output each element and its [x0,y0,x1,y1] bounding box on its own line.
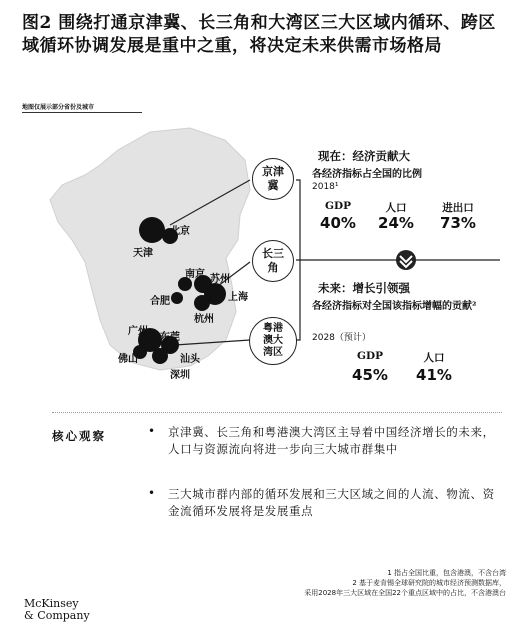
region-circle-csj: 长三 角 [252,240,294,282]
dot-shenzhen [152,348,168,364]
now-metric-label: GDP [325,200,351,212]
future-heading: 未来：增长引领强 [318,281,410,295]
future-year: 2028（预计） [312,333,371,343]
city-label-foshan: 佛山 [118,354,138,365]
footnote: 2 基于麦肯锡全球研究院的城市经济预测数据库， [352,579,506,587]
city-label-guangzhou: 广州 [128,326,148,337]
now-metric-value: 40% [320,214,356,232]
footnote: 采用2028年三大区域在全国22个重点区域中的占比，不含港澳台 [304,589,506,597]
now-metric-value: 73% [440,214,476,232]
city-label-hangzhou: 杭州 [194,314,214,325]
divider [52,412,502,413]
future-metric-label: 人口 [423,352,445,364]
logo-line: & Company [24,609,90,622]
future-subtitle: 各经济指标对全国该指标增幅的贡献² [312,301,477,312]
bullet: • [148,486,156,500]
now-metric-label: 人口 [385,202,407,214]
city-label-shenzhen: 深圳 [170,370,190,381]
now-metric-label: 进出口 [442,202,474,214]
footnote: 1 指占全国比重，包含港澳，不含台湾 [387,569,506,577]
dot-beijing [139,217,165,243]
city-label-hefei: 合肥 [150,296,170,307]
region-circle-gba: 粤港 澳大 湾区 [249,317,297,365]
city-label-tianjin: 天津 [133,248,153,259]
observation-item: 京津冀、长三角和粤港澳大湾区主导着中国经济增长的未来，人口与资源流向将进一步向三大城市群集中 [168,425,495,456]
city-label-shanghai: 上海 [228,292,248,303]
mckinsey-logo [24,598,90,622]
dot-hefei [171,292,183,304]
future-metric-value: 45% [352,366,388,384]
future-metric-label: GDP [357,350,383,362]
logo-line: McKinsey [24,597,79,610]
now-subtitle: 各经济指标占全国的比例 [312,169,422,180]
dot-hangzhou [194,295,210,311]
figure-title: 图2 围绕打通京津冀、长三角和大湾区三大区域内循环、跨区域循环协调发展是重中之重，将决定未来供需市场格局 [22,13,496,56]
city-label-suzhou: 苏州 [210,274,230,285]
region-circle-jjj: 京津 冀 [252,158,294,200]
observation-item: 三大城市群内部的循环发展和三大区域之间的人流、物流、资金流循环发展将是发展重点 [168,487,495,518]
city-label-beijing: 北京 [170,226,190,237]
map-note: 地图仅展示部分省份及城市 [22,104,95,111]
now-heading: 现在：经济贡献大 [318,149,410,163]
now-year: 2018¹ [312,182,339,192]
city-label-shantou: 汕头 [180,354,200,365]
bullet: • [148,424,156,438]
city-label-dongguan: 东莞 [160,332,180,343]
observations-title: 核心观察 [52,429,106,443]
city-label-nanjing: 南京 [185,269,205,280]
future-metric-value: 41% [416,366,452,384]
now-metric-value: 24% [378,214,414,232]
